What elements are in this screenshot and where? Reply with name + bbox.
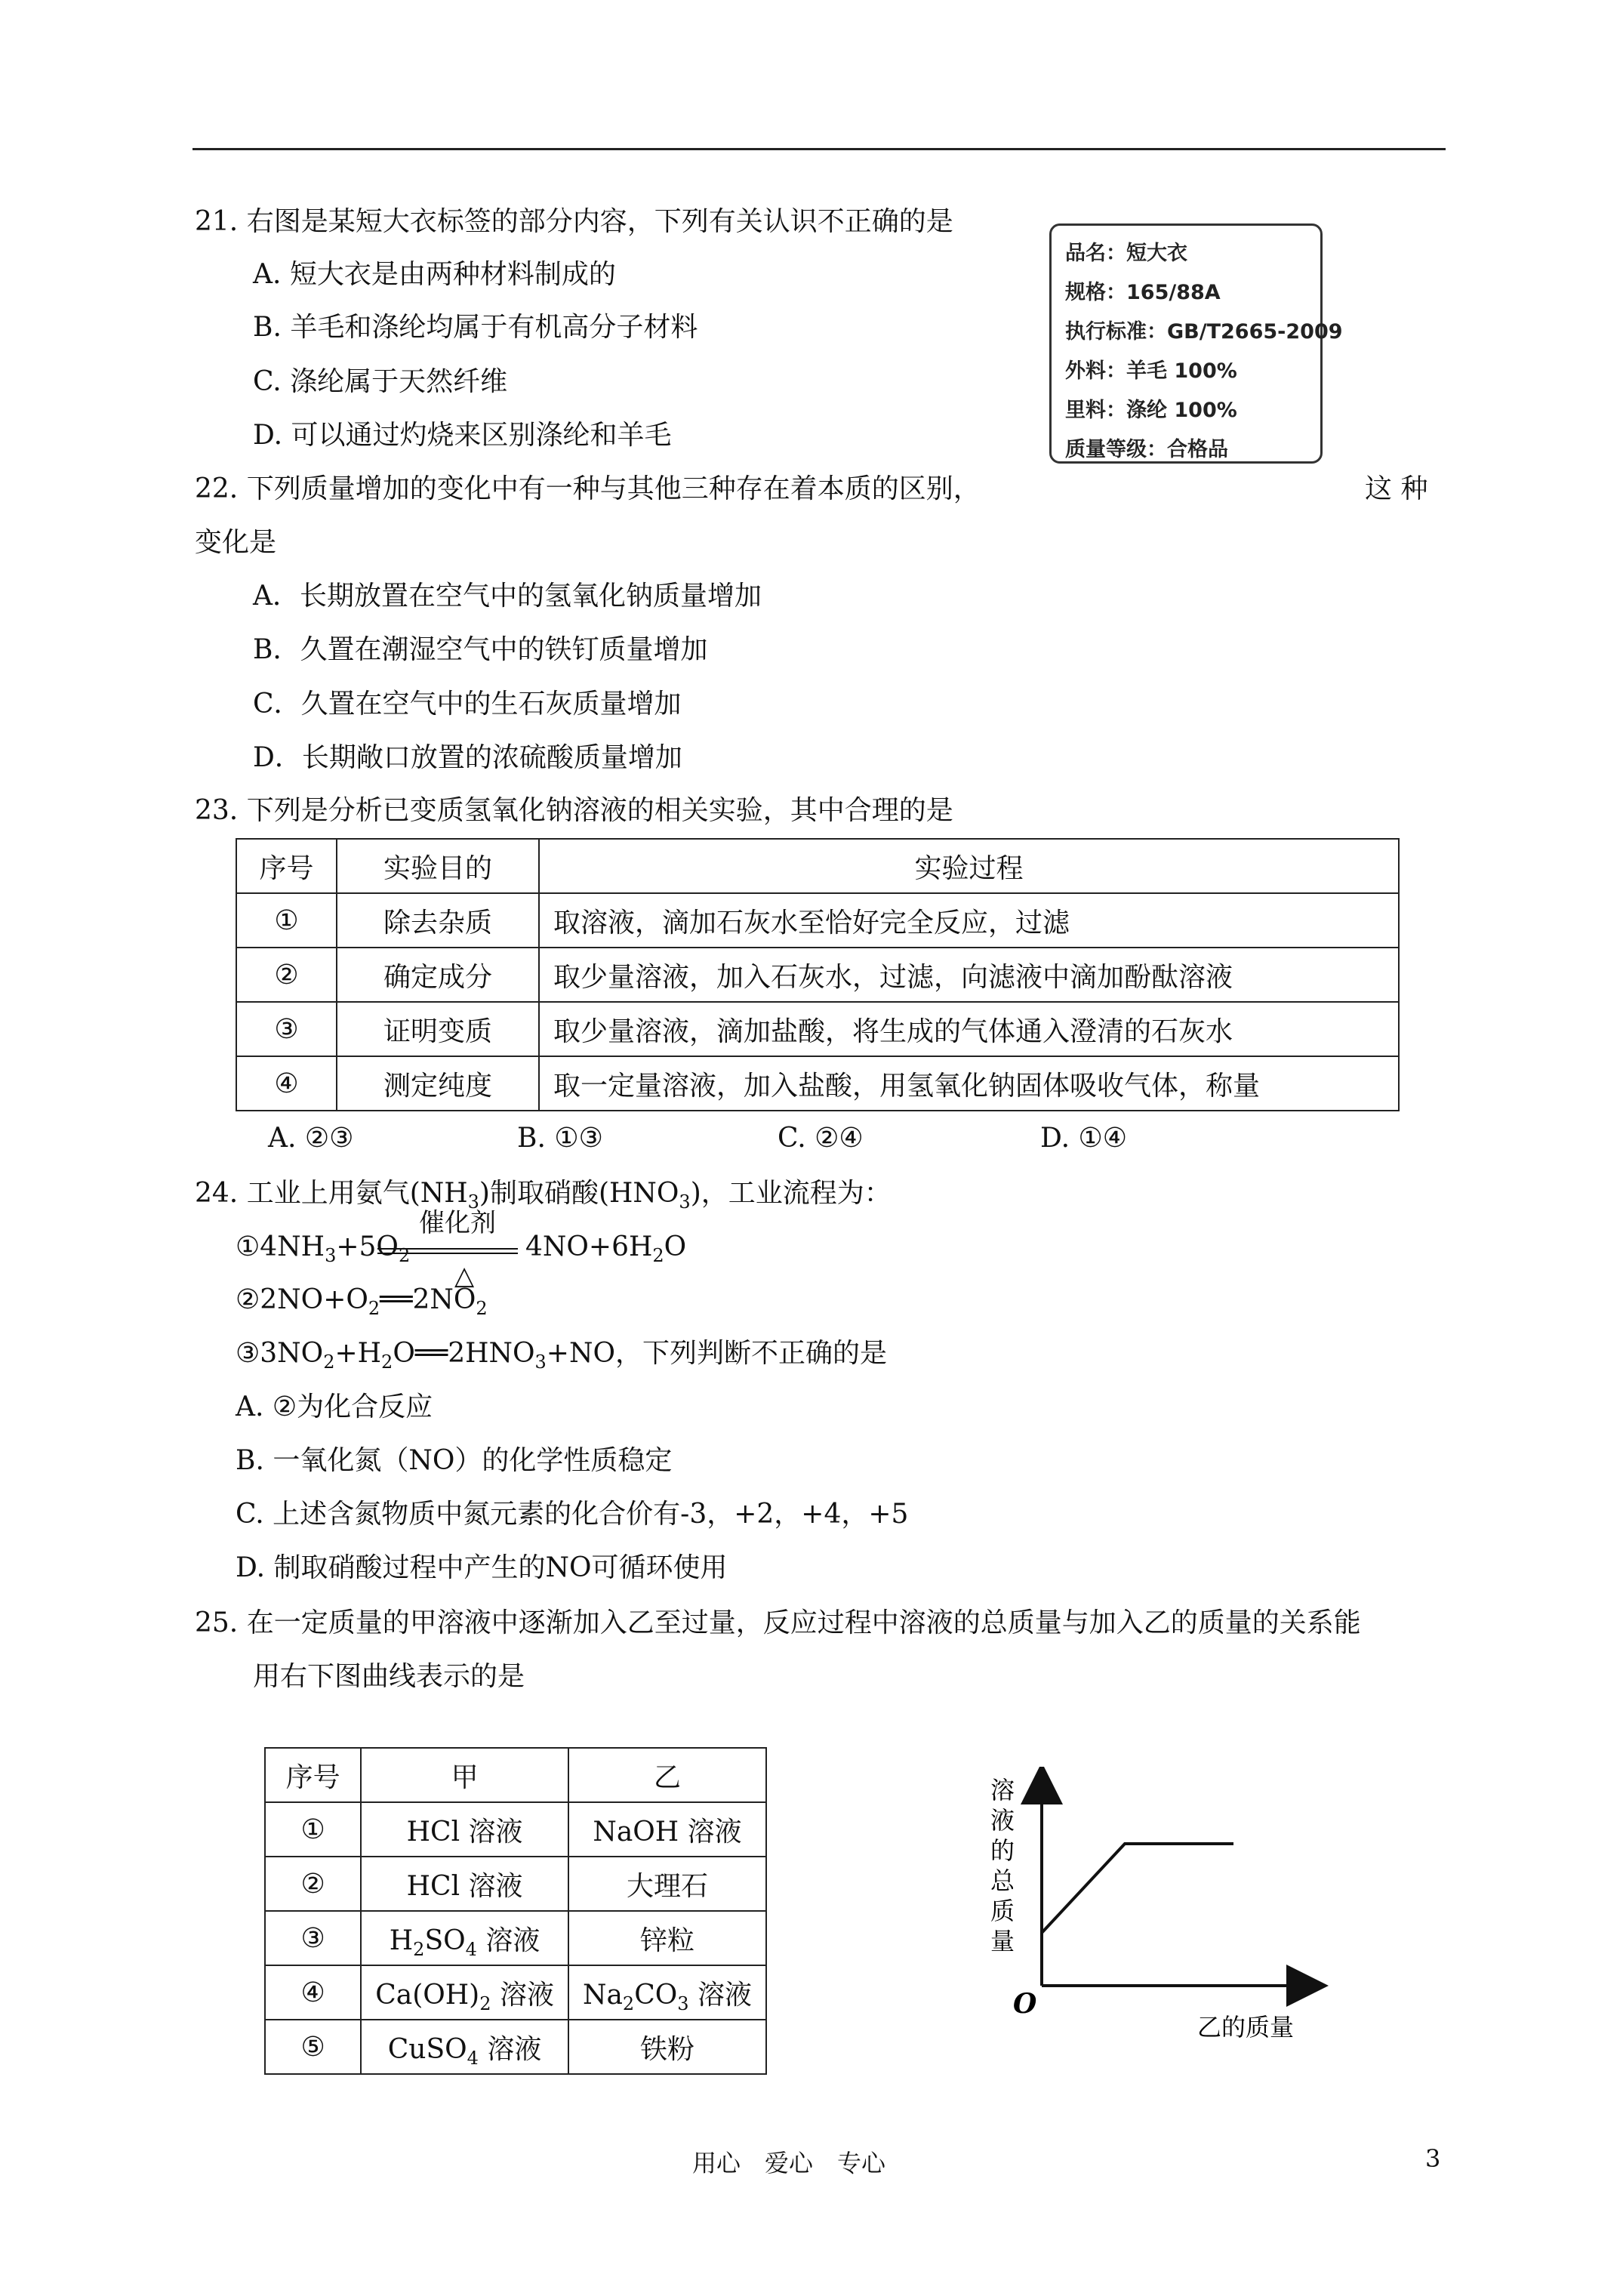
footer-slogan: 用心 爱心 专心: [692, 2149, 886, 2177]
q25-stem-cont: 用右下图曲线表示的是: [253, 1661, 525, 1692]
y-axis-label: 溶 液 的 总 质 量: [990, 1776, 1015, 1955]
q21-stem: 21. 右图是某短大衣标签的部分内容，下列有关认识不正确的是: [195, 206, 953, 237]
header-rule: [192, 148, 1446, 150]
table-header: 序号: [265, 1748, 361, 1802]
page-number: 3: [1425, 2144, 1441, 2173]
table-row: [265, 2020, 766, 2074]
q21-option-d: D. 可以通过灼烧来区别涤纶和羊毛: [253, 420, 672, 451]
q25-stem: 25. 在一定质量的甲溶液中逐渐加入乙至过量，反应过程中溶液的总质量与加入乙的质量的关系能: [195, 1607, 1361, 1638]
q24-eq1-bar: [377, 1248, 518, 1254]
table-cell: CuSO$_4$ 溶液: [361, 2020, 568, 2074]
table-cell: 取一定量溶液，加入盐酸，用氢氧化钠固体吸收气体，称量: [539, 1056, 1399, 1111]
q24-eq3: $③3NO_2+H_2O══2HNO_3+NO$，下列判断不正确的是: [236, 1338, 887, 1373]
label-line: 里料：涤纶 100%: [1065, 399, 1237, 422]
table-cell: ②: [236, 948, 337, 1002]
table-cell: 测定纯度: [337, 1056, 539, 1111]
table-cell: 确定成分: [337, 948, 539, 1002]
garment-label: [1049, 223, 1343, 464]
table-header: 序号: [236, 839, 337, 893]
table-cell: ①: [265, 1802, 361, 1857]
table-cell: $H_2SO_4$ 溶液: [361, 1911, 568, 1965]
q23-choice-c: C. ②④: [778, 1123, 864, 1154]
table-cell: ④: [236, 1056, 337, 1111]
table-cell: HCl 溶液: [361, 1857, 568, 1911]
table-row: [236, 1002, 1399, 1056]
table-cell: ⑤: [265, 2020, 361, 2074]
q24-option-b: B. 一氧化氮（NO）的化学性质稳定: [236, 1445, 673, 1476]
label-line: 外料：羊毛 100%: [1065, 359, 1237, 383]
table-row: [236, 948, 1399, 1002]
origin-label: O: [1013, 1988, 1037, 2020]
table-cell: $Ca(OH)_2$ 溶液: [361, 1965, 568, 2020]
q22-option-b: B．久置在潮湿空气中的铁钉质量增加: [253, 634, 708, 665]
table-cell: 锌粒: [568, 1911, 766, 1965]
table-header: 乙: [568, 1748, 766, 1802]
q22-option-d: D．长期敞口放置的浓硫酸质量增加: [253, 742, 682, 773]
mass-curve-graph: [974, 1767, 1329, 2054]
q24-option-a: A. ②为化合反应: [236, 1391, 433, 1422]
q23-choice-d: D. ①④: [1040, 1123, 1128, 1154]
q24-stem: 24. 工业上用氨气$(NH_3)$制取硝酸$(HNO_3)$，工业流程为：: [195, 1178, 892, 1213]
label-line: 品名：短大衣: [1065, 242, 1187, 265]
table-cell: ③: [236, 1002, 337, 1056]
table-cell: 取少量溶液，加入石灰水，过滤，向滤液中滴加酚酞溶液: [539, 948, 1399, 1002]
table-cell: $Na_2CO_3$ 溶液: [568, 1965, 766, 2020]
table-cell: HCl 溶液: [361, 1802, 568, 1857]
q24-option-d: D. 制取硝酸过程中产生的NO可循环使用: [236, 1552, 728, 1583]
table-header: 实验过程: [539, 839, 1399, 893]
table-header-row: [265, 1748, 766, 1802]
q24-eq2: $②2NO+O_2══2NO_2$: [236, 1284, 488, 1319]
q24-heat-symbol: △: [454, 1261, 475, 1291]
table-header: 甲: [361, 1748, 568, 1802]
q24-option-c: C. 上述含氮物质中氮元素的化合价有-3，+2，+4，+5: [236, 1499, 909, 1530]
q22-stem-cont: 变化是: [195, 527, 277, 558]
table-header-row: [236, 839, 1399, 893]
table-header: 实验目的: [337, 839, 539, 893]
table-row: [265, 1857, 766, 1911]
table-row: [265, 1802, 766, 1857]
table-row: [236, 1056, 1399, 1111]
q21-option-c: C. 涤纶属于天然纤维: [253, 366, 508, 397]
table-cell: ①: [236, 893, 337, 948]
q22-stem: 22. 下列质量增加的变化中有一种与其他三种存在着本质的区别，: [195, 473, 981, 504]
q24-eq1-right: $4NO+6H_2O$: [525, 1231, 687, 1266]
table-cell: NaOH 溶液: [568, 1802, 766, 1857]
q22-stem-tail: 这 种: [1365, 473, 1428, 504]
q22-option-c: C．久置在空气中的生石灰质量增加: [253, 689, 682, 720]
q24-catalyst: 催化剂: [419, 1208, 496, 1238]
table-cell: 取溶液，滴加石灰水至恰好完全反应，过滤: [539, 893, 1399, 948]
label-line: 质量等级：合格品: [1065, 438, 1228, 461]
q23-table: [236, 838, 1400, 1111]
table-row: [265, 1965, 766, 2020]
table-cell: 大理石: [568, 1857, 766, 1911]
mass-curve: [1042, 1844, 1233, 1933]
table-cell: ③: [265, 1911, 361, 1965]
x-axis-label: 乙的质量: [1197, 2013, 1295, 2042]
q24-eq1-left: $①4NH_3+5O_2$: [236, 1231, 411, 1266]
table-cell: 铁粉: [568, 2020, 766, 2074]
table-cell: 取少量溶液，滴加盐酸，将生成的气体通入澄清的石灰水: [539, 1002, 1399, 1056]
q25-table: [264, 1747, 767, 2075]
table-cell: 证明变质: [337, 1002, 539, 1056]
q22-option-a: A．长期放置在空气中的氢氧化钠质量增加: [253, 581, 762, 612]
table-row: [236, 893, 1399, 948]
q21-option-b: B. 羊毛和涤纶均属于有机高分子材料: [253, 312, 698, 343]
q23-choice-b: B. ①③: [517, 1123, 603, 1154]
label-line: 执行标准：GB/T2665-2009: [1065, 320, 1343, 344]
q23-choice-a: A. ②③: [268, 1123, 354, 1154]
table-row: [265, 1911, 766, 1965]
q23-stem: 23. 下列是分析已变质氢氧化钠溶液的相关实验，其中合理的是: [195, 795, 953, 826]
table-cell: ④: [265, 1965, 361, 2020]
q21-option-a: A. 短大衣是由两种材料制成的: [253, 259, 616, 290]
table-cell: 除去杂质: [337, 893, 539, 948]
label-line: 规格：165/88A: [1065, 281, 1221, 304]
table-cell: ②: [265, 1857, 361, 1911]
